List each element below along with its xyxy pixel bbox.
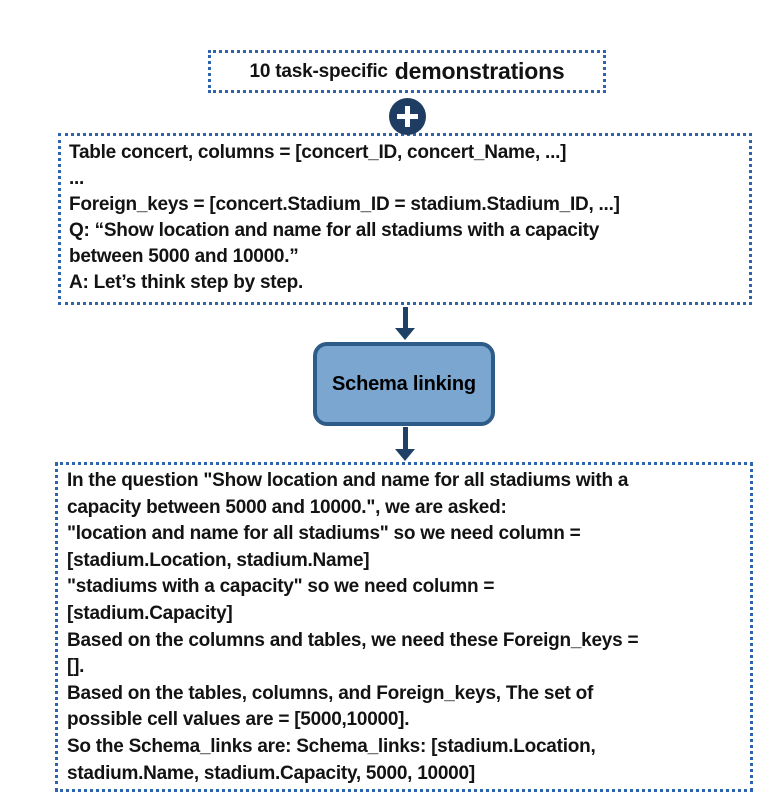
output-line: possible cell values are = [5000,10000]. <box>67 709 410 731</box>
prompt-line: A: Let’s think step by step. <box>69 272 304 293</box>
arrow-head <box>395 449 415 461</box>
output-line: [stadium.Capacity] <box>67 602 233 624</box>
plus-glyph <box>397 106 418 127</box>
prompt-line: ... <box>69 168 85 189</box>
arrow-down-1 <box>395 307 415 340</box>
arrow-shaft <box>403 427 408 449</box>
demonstrations-box <box>208 50 606 93</box>
output-line: [stadium.Location, stadium.Name] <box>67 549 370 571</box>
prompt-example-box <box>58 133 752 305</box>
arrow-down-2 <box>395 427 415 461</box>
output-line: Based on the columns and tables, we need these Foreign_keys = <box>67 629 639 651</box>
output-line: So the Schema_links are: Schema_links: [stadium.Location, <box>67 735 596 757</box>
schema-linking-label: Schema linking <box>332 372 476 395</box>
schema-linking-node <box>313 342 495 426</box>
prompt-line: between 5000 and 10000.” <box>69 246 299 267</box>
schema-linking-output-box <box>55 462 753 792</box>
prompt-line: Table concert, columns = [concert_ID, concert_Name, ...] <box>69 142 567 163</box>
output-line: []. <box>67 656 85 678</box>
output-line: capacity between 5000 and 10000.", we are asked: <box>67 496 507 518</box>
prompt-lines <box>69 140 741 296</box>
output-line: "stadiums with a capacity" so we need column = <box>67 576 495 598</box>
output-lines <box>67 468 741 787</box>
demonstrations-label-emphasis: demonstrations <box>394 58 565 84</box>
output-line: In the question "Show location and name for all stadiums with a <box>67 470 629 491</box>
arrow-head <box>395 328 415 340</box>
output-line: Based on the tables, columns, and Foreign_keys, The set of <box>67 682 594 704</box>
arrow-shaft <box>403 307 408 328</box>
prompt-line: Foreign_keys = [concert.Stadium_ID = stadium.Stadium_ID, ...] <box>69 194 620 215</box>
output-line: "location and name for all stadiums" so we need column = <box>67 523 581 545</box>
plus-icon <box>389 98 426 135</box>
demonstrations-label-prefix: 10 task-specific <box>249 60 388 82</box>
output-line: stadium.Name, stadium.Capacity, 5000, 10000] <box>67 762 475 784</box>
prompt-line: Q: “Show location and name for all stadiums with a capacity <box>69 220 600 241</box>
